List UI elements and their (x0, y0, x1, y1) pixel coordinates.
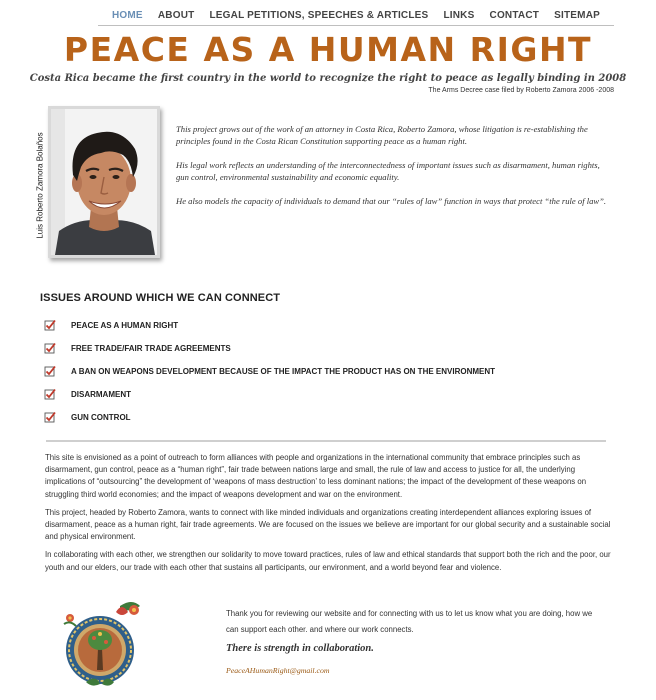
body-paragraph: In collaborating with each other, we strengthen our solidarity to move toward practices, rules of law and ethical standards that support both the rich and the poor, our youth and our elders, our trade with each other that sustains all participants, our environment, and a world beyond fear and violence. (45, 550, 611, 572)
checkbox-checked-icon (44, 319, 56, 331)
issue-item (44, 364, 495, 378)
checkbox-checked-icon (44, 365, 56, 377)
issue-label: PEACE AS A HUMAN RIGHT (71, 320, 179, 330)
nav-contact[interactable]: CONTACT (489, 10, 540, 21)
intro-paragraph: His legal work reflects an understanding of the interconnectedness of important issues such as disarmament, human rights, gun control, environmental sustainability and economic equality. (176, 160, 600, 182)
intro-paragraph: He also models the capacity of individuals to demand that our “rules of law” function in ways that protect “the rule of law”. (176, 196, 607, 206)
nav-divider (98, 25, 614, 26)
issue-item (44, 341, 231, 355)
peace-seal-emblem (56, 598, 156, 690)
checkbox-checked-icon (44, 411, 56, 423)
profile-name: Luis Roberto Zamora Bolaños (35, 131, 45, 239)
profile-name-vertical (34, 112, 46, 258)
nav-legal-petitions[interactable]: LEGAL PETITIONS, SPEECHES & ARTICLES (209, 10, 429, 21)
body-paragraph: This site is envisioned as a point of outreach to form alliances with people and organizations in the international community that embrace principles such as disarmament, gun control, peace as a “human right”, fair trade between nations large and small, the rule of law and access to justice for all, the underlying implications of “outsourcing” the development of ‘weapons of mass destruction’ to less dominant nations; the impact of the development of these weapons on struggling third world economies; and the impact of weapons development and war on the environment. (45, 453, 587, 499)
intro-text (176, 124, 608, 221)
issue-item (44, 318, 178, 332)
issue-item (44, 387, 131, 401)
arms-decree-note: The Arms Decree case filed by Roberto Zamora 2006 -2008 (428, 87, 614, 94)
issue-label: A BAN ON WEAPONS DEVELOPMENT BECAUSE OF THE IMPACT THE PRODUCT HAS ON THE ENVIRONMENT (71, 366, 496, 376)
nav-home[interactable]: HOME (112, 10, 143, 21)
issue-item (44, 410, 131, 424)
issue-label: FREE TRADE/FAIR TRADE AGREEMENTS (71, 343, 231, 353)
portrait-image (51, 109, 157, 255)
thank-you-text: Thank you for reviewing our website and for connecting with us to let us know what you are doing, how we can support each other. and where our work connects. (226, 609, 593, 634)
main-nav (98, 6, 614, 25)
body-paragraph: This project, headed by Roberto Zamora, wants to connect with like minded individuals and organizations creating interdependent alliances exploring issues of disarmament, peace as a human right, fair trade agreements. We are focused on the issues we believe are important for our global security and a sustainable social and physical environment. (45, 507, 611, 542)
nav-links[interactable]: LINKS (443, 10, 475, 21)
body-text (45, 452, 615, 580)
issue-label: GUN CONTROL (71, 412, 131, 422)
intro-paragraph: This project grows out of the work of an attorney in Costa Rica, Roberto Zamora, whose litigation is re-establishing the principles found in the Costa Rican Constitution supporting peace as a human right. (176, 124, 588, 146)
page-subtitle: Costa Rica became the first country in the world to recognize the right to peace as legally binding in 2008 (29, 73, 627, 84)
collaboration-tagline: There is strength in collaboration. (226, 643, 374, 654)
issues-heading: ISSUES AROUND WHICH WE CAN CONNECT (40, 292, 281, 304)
contact-email-link[interactable]: PeaceAHumanRight@gmail.com (226, 666, 330, 675)
checkbox-checked-icon (44, 388, 56, 400)
nav-about[interactable]: ABOUT (157, 10, 195, 21)
checkbox-checked-icon (44, 342, 56, 354)
profile-photo (48, 106, 160, 258)
page-title: PEACE AS A HUMAN RIGHT (63, 30, 593, 69)
nav-sitemap[interactable]: SITEMAP (554, 10, 600, 21)
issue-label: DISARMAMENT (71, 389, 131, 399)
section-divider (46, 440, 606, 442)
